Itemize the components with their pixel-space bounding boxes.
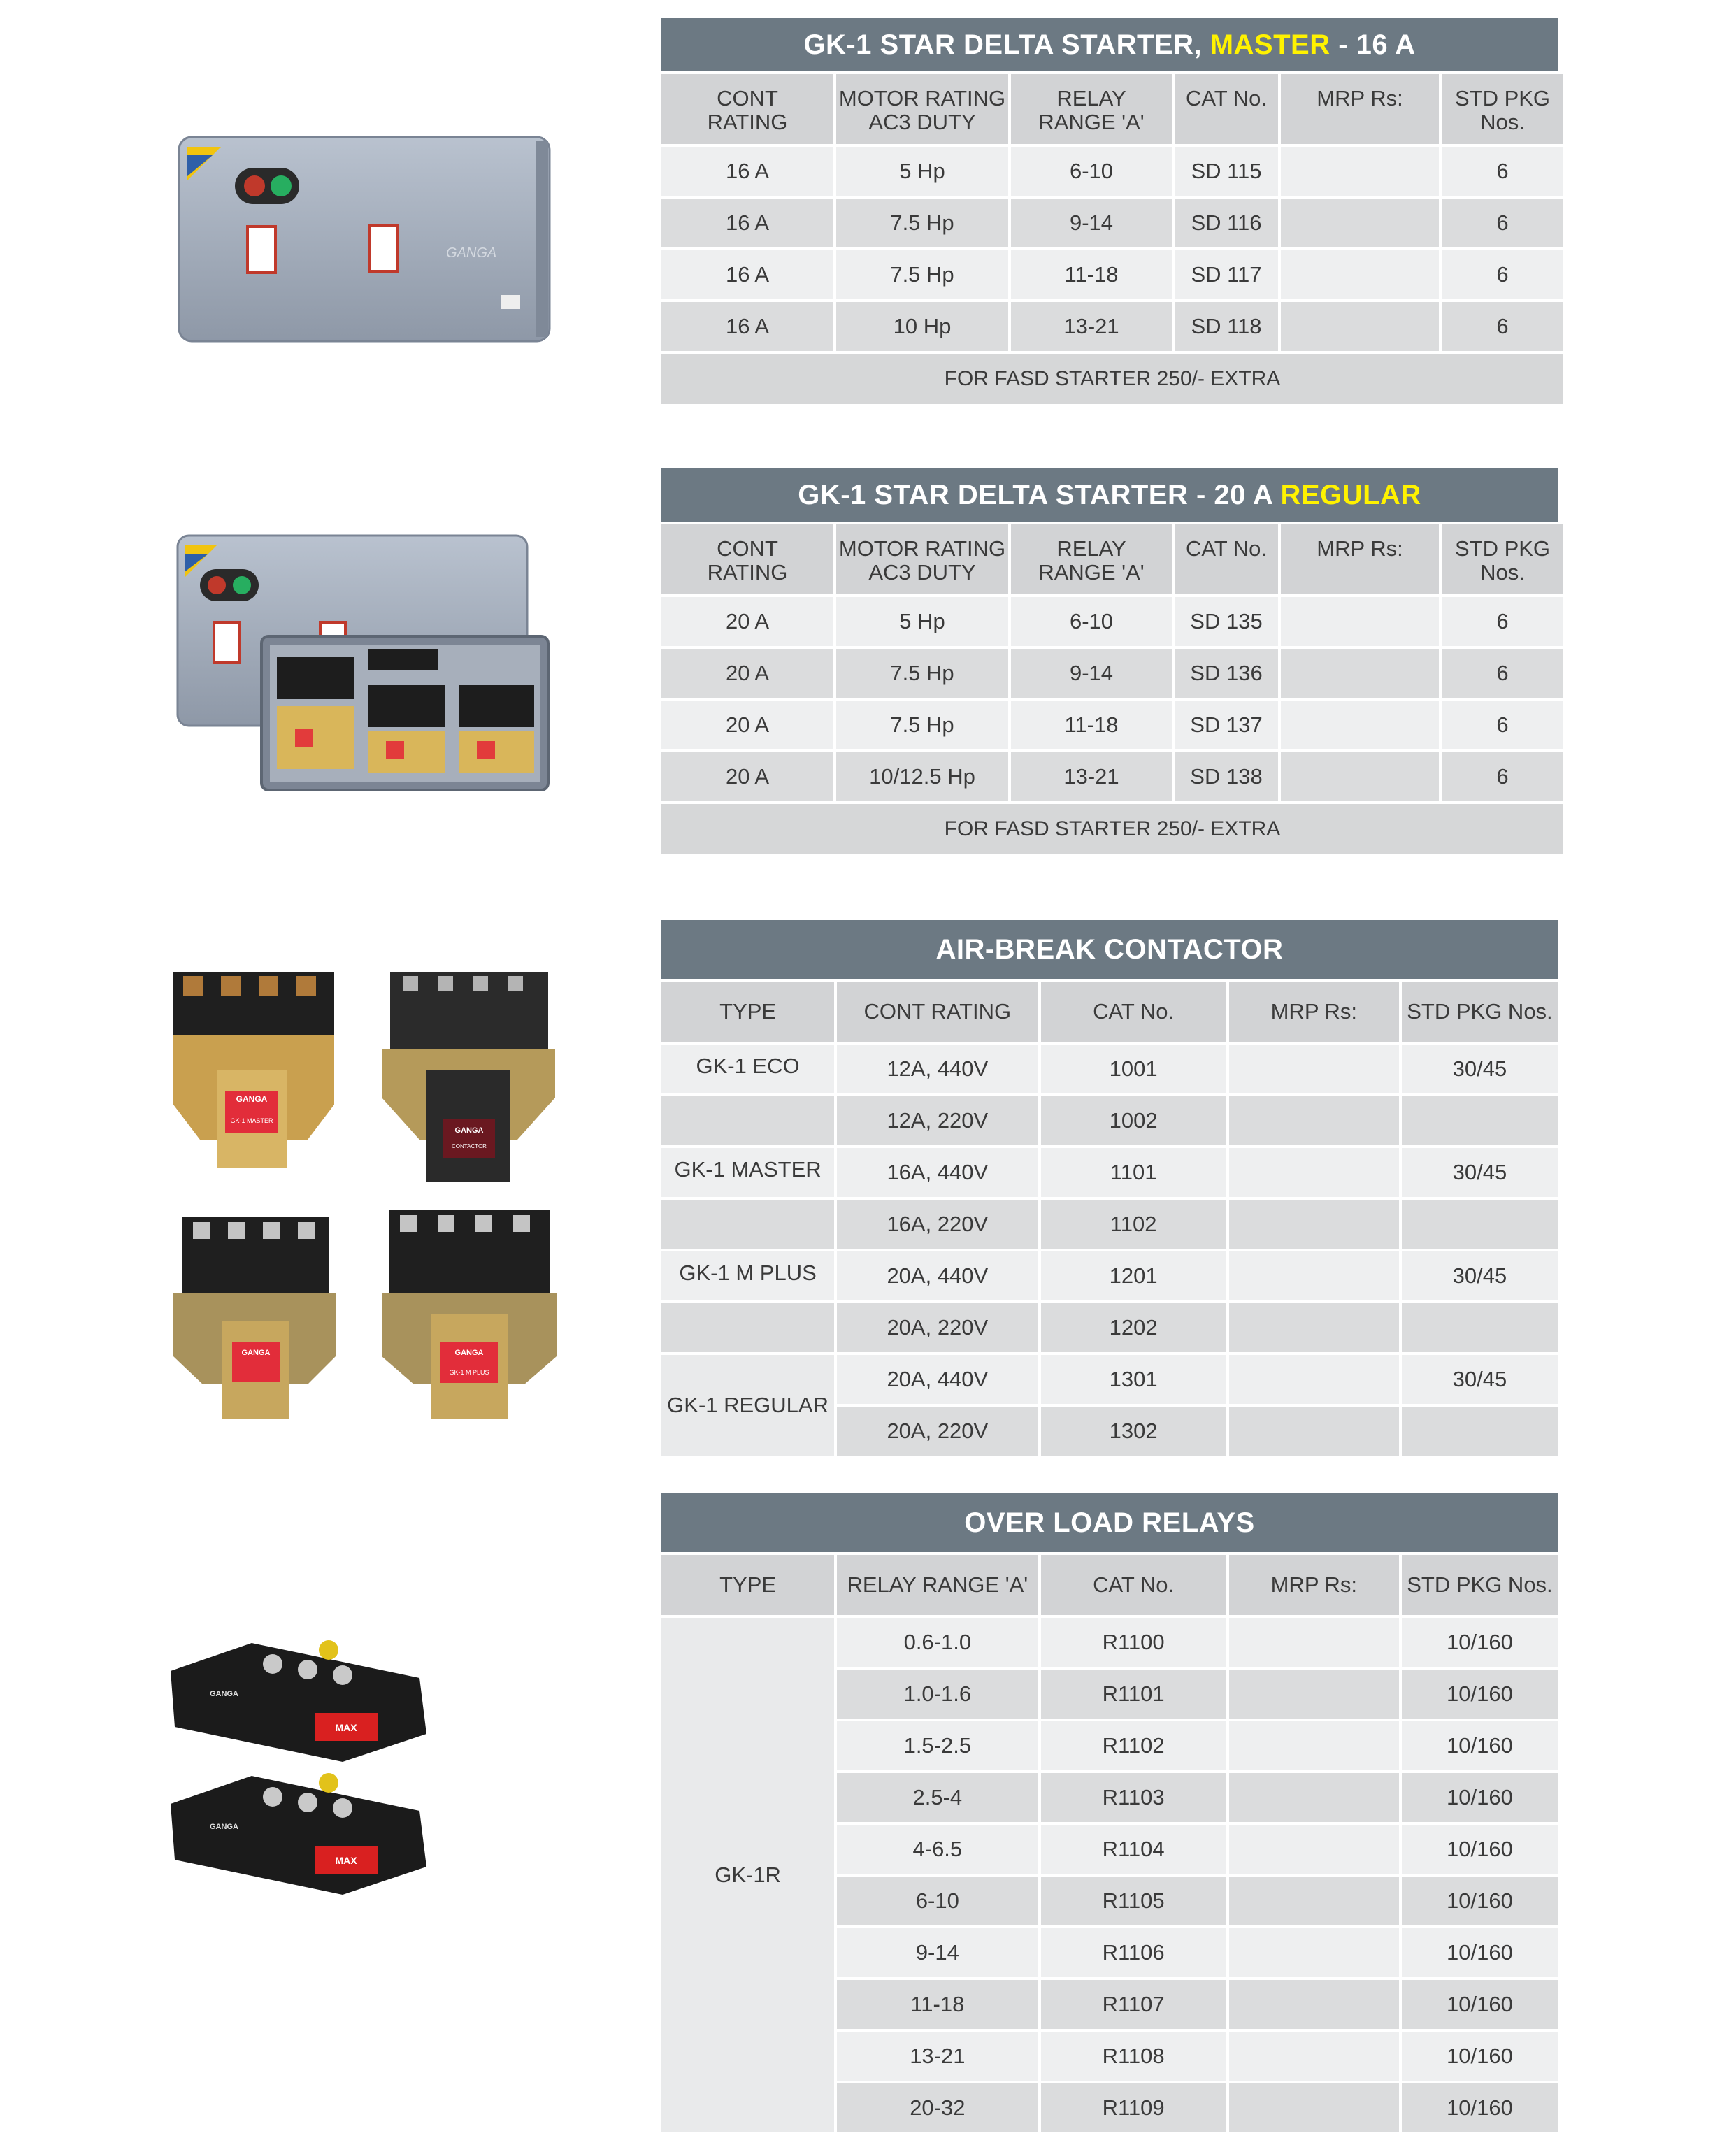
cell: [1229, 1407, 1399, 1456]
cell: 1002: [1041, 1096, 1226, 1145]
relay-2-brand: MAX: [335, 1855, 357, 1866]
air-break-contactor-section: [661, 920, 1558, 1458]
cell: 5 Hp: [836, 597, 1008, 646]
cell: 10/160: [1402, 1928, 1558, 1977]
cell: R1106: [1041, 1928, 1226, 1977]
star-delta-16a-table: [659, 71, 1566, 407]
cell: [1229, 1148, 1399, 1197]
contactor-2-brand: GANGA: [454, 1126, 484, 1135]
column-header: STD PKG Nos.: [1442, 74, 1563, 144]
contactor-4-brand: GANGA: [454, 1349, 484, 1357]
cell: R1108: [1041, 2032, 1226, 2081]
cell: 30/45: [1402, 1148, 1558, 1197]
column-header: CAT No.: [1175, 524, 1278, 594]
cell: [1229, 1303, 1399, 1352]
cell: 30/45: [1402, 1251, 1558, 1300]
contactor-images: [168, 965, 566, 1426]
cell: 1201: [1041, 1251, 1226, 1300]
cell: 30/45: [1402, 1355, 1558, 1404]
type-cell: GK-1 MASTER: [661, 1148, 834, 1197]
cell: 13-21: [1011, 302, 1172, 351]
cell: 13-21: [1011, 752, 1172, 801]
cell: 11-18: [837, 1980, 1038, 2029]
table-row: [661, 1251, 1558, 1300]
column-header: TYPE: [661, 1555, 834, 1615]
cell: 1001: [1041, 1045, 1226, 1093]
cell: 9-14: [1011, 199, 1172, 248]
cell: 6: [1442, 752, 1563, 801]
cell: 16 A: [661, 302, 833, 351]
cell: 10/160: [1402, 1877, 1558, 1925]
table-row: [661, 147, 1563, 196]
column-header: MRP Rs:: [1281, 74, 1439, 144]
cell: R1102: [1041, 1721, 1226, 1770]
cell: 10 Hp: [836, 302, 1008, 351]
cell: 6-10: [1011, 147, 1172, 196]
cell: 10/160: [1402, 1773, 1558, 1822]
relay-1: [171, 1640, 426, 1762]
table-row: [661, 250, 1563, 299]
type-cell: GK-1 REGULAR: [661, 1355, 834, 1456]
cell: 6: [1442, 147, 1563, 196]
cell: 1.0-1.6: [837, 1670, 1038, 1719]
table-footer-note: FOR FASD STARTER 250/- EXTRA: [661, 804, 1563, 854]
cell: 20-32: [837, 2083, 1038, 2132]
cell: [1402, 1096, 1558, 1145]
cell: 12A, 220V: [837, 1096, 1038, 1145]
cell: 1.5-2.5: [837, 1721, 1038, 1770]
table-row: [661, 199, 1563, 248]
cell: 11-18: [1011, 250, 1172, 299]
cell: [1281, 649, 1439, 698]
table-row: [661, 1200, 1558, 1249]
table-row: [661, 597, 1563, 646]
cell: 20 A: [661, 701, 833, 749]
cell: 6: [1442, 649, 1563, 698]
cell: [1229, 1251, 1399, 1300]
cell: R1101: [1041, 1670, 1226, 1719]
table-row: [661, 1355, 1558, 1404]
cell: 1301: [1041, 1355, 1226, 1404]
cell: [1229, 1877, 1399, 1925]
section-title: GK-1 STAR DELTA STARTER, MASTER - 16 A: [661, 18, 1558, 71]
relay-2-brand-side: GANGA: [210, 1823, 238, 1831]
cell: 1202: [1041, 1303, 1226, 1352]
type-cell: GK-1 ECO: [661, 1045, 834, 1093]
column-header: MOTOR RATING AC3 DUTY: [836, 524, 1008, 594]
cell: 10/160: [1402, 1980, 1558, 2029]
cell: 13-21: [837, 2032, 1038, 2081]
cell: SD 115: [1175, 147, 1278, 196]
type-cell: [661, 1096, 834, 1145]
cell: 10/160: [1402, 1618, 1558, 1667]
cell: [1281, 701, 1439, 749]
cell: 20A, 440V: [837, 1251, 1038, 1300]
contactor-2-name: CONTACTOR: [452, 1143, 487, 1149]
type-cell: GK-1R: [661, 1618, 834, 2132]
cell: [1229, 1670, 1399, 1719]
contactor-4-model: GK-1 M PLUS: [449, 1369, 489, 1376]
star-delta-16a-section: [661, 18, 1558, 407]
cell: [1281, 199, 1439, 248]
column-header: MRP Rs:: [1229, 982, 1399, 1042]
cell: 9-14: [837, 1928, 1038, 1977]
cell: 7.5 Hp: [836, 250, 1008, 299]
cell: [1229, 1825, 1399, 1874]
star-delta-20a-section: [661, 468, 1558, 857]
cell: 6: [1442, 250, 1563, 299]
cell: 6: [1442, 302, 1563, 351]
cell: 7.5 Hp: [836, 199, 1008, 248]
column-header: CAT No.: [1041, 1555, 1226, 1615]
cell: 12A, 440V: [837, 1045, 1038, 1093]
cell: 11-18: [1011, 701, 1172, 749]
table-row: [661, 1096, 1558, 1145]
type-cell: [661, 1200, 834, 1249]
table-row: [661, 1303, 1558, 1352]
cell: SD 117: [1175, 250, 1278, 299]
cell: R1100: [1041, 1618, 1226, 1667]
contactor-1-brand: GANGA: [236, 1094, 268, 1104]
section-title: AIR-BREAK CONTACTOR: [661, 920, 1558, 979]
type-cell: GK-1 M PLUS: [661, 1251, 834, 1300]
relay-2: [171, 1773, 426, 1895]
cell: 7.5 Hp: [836, 649, 1008, 698]
cell: 5 Hp: [836, 147, 1008, 196]
table-row: [661, 302, 1563, 351]
cell: 1302: [1041, 1407, 1226, 1456]
column-header: RELAY RANGE 'A': [837, 1555, 1038, 1615]
cell: 20A, 220V: [837, 1407, 1038, 1456]
overload-relay-images: [168, 1629, 433, 1909]
relay-1-brand-side: GANGA: [210, 1690, 238, 1698]
enclosure-brand-text: GANGA: [446, 245, 497, 261]
cell: 6: [1442, 701, 1563, 749]
cell: SD 118: [1175, 302, 1278, 351]
section-title: GK-1 STAR DELTA STARTER - 20 A REGULAR: [661, 468, 1558, 522]
cell: R1107: [1041, 1980, 1226, 2029]
overload-relays-section: [661, 1493, 1558, 2135]
table-row: [661, 1045, 1558, 1093]
cell: R1104: [1041, 1825, 1226, 1874]
cell: 2.5-4: [837, 1773, 1038, 1822]
contactor-2: [382, 972, 555, 1182]
cell: [1229, 1200, 1399, 1249]
contactor-1: [173, 972, 334, 1168]
cell: [1402, 1303, 1558, 1352]
cell: 1102: [1041, 1200, 1226, 1249]
cell: [1229, 1355, 1399, 1404]
table-row: [661, 701, 1563, 749]
cell: 20A, 220V: [837, 1303, 1038, 1352]
cell: 9-14: [1011, 649, 1172, 698]
table-row: [661, 1618, 1558, 1667]
cell: 10/160: [1402, 1721, 1558, 1770]
section-title: OVER LOAD RELAYS: [661, 1493, 1558, 1552]
table-footer-note: FOR FASD STARTER 250/- EXTRA: [661, 354, 1563, 404]
cell: SD 137: [1175, 701, 1278, 749]
cell: 20A, 440V: [837, 1355, 1038, 1404]
cell: [1229, 1980, 1399, 2029]
cell: [1281, 302, 1439, 351]
column-header: STD PKG Nos.: [1402, 1555, 1558, 1615]
cell: SD 135: [1175, 597, 1278, 646]
contactor-4: [382, 1210, 557, 1419]
column-header: RELAY RANGE 'A': [1011, 524, 1172, 594]
cell: 16A, 220V: [837, 1200, 1038, 1249]
cell: 10/160: [1402, 1825, 1558, 1874]
cell: 16 A: [661, 250, 833, 299]
cell: 6-10: [1011, 597, 1172, 646]
column-header: CONT RATING: [661, 74, 833, 144]
cell: 16 A: [661, 199, 833, 248]
cell: 4-6.5: [837, 1825, 1038, 1874]
cell: [1229, 2083, 1399, 2132]
table-row: [661, 1148, 1558, 1197]
cell: 16A, 440V: [837, 1148, 1038, 1197]
cell: SD 138: [1175, 752, 1278, 801]
cell: [1229, 1773, 1399, 1822]
cell: R1105: [1041, 1877, 1226, 1925]
cell: [1281, 250, 1439, 299]
table-row: [661, 649, 1563, 698]
star-delta-starter-16a-image: [172, 127, 557, 351]
cell: 20 A: [661, 752, 833, 801]
column-header: MRP Rs:: [1281, 524, 1439, 594]
cell: SD 136: [1175, 649, 1278, 698]
cell: 6: [1442, 199, 1563, 248]
cell: 10/160: [1402, 2032, 1558, 2081]
cell: 10/160: [1402, 1670, 1558, 1719]
air-break-contactor-table: [659, 979, 1561, 1458]
contactor-3-brand: GANGA: [241, 1349, 271, 1357]
cell: 6-10: [837, 1877, 1038, 1925]
column-header: MRP Rs:: [1229, 1555, 1399, 1615]
cell: 10/12.5 Hp: [836, 752, 1008, 801]
star-delta-20a-table: [659, 522, 1566, 857]
cell: 6: [1442, 597, 1563, 646]
cell: 0.6-1.0: [837, 1618, 1038, 1667]
cell: 16 A: [661, 147, 833, 196]
cell: [1281, 752, 1439, 801]
cell: [1402, 1200, 1558, 1249]
contactor-3: [173, 1217, 336, 1419]
cell: SD 116: [1175, 199, 1278, 248]
contactor-1-model: GK-1 MASTER: [230, 1117, 273, 1124]
cell: [1229, 2032, 1399, 2081]
cell: R1109: [1041, 2083, 1226, 2132]
type-cell: [661, 1303, 834, 1352]
column-header: CAT No.: [1175, 74, 1278, 144]
relay-1-brand: MAX: [335, 1722, 357, 1733]
cell: 20 A: [661, 649, 833, 698]
column-header: CONT RATING: [661, 524, 833, 594]
cell: 30/45: [1402, 1045, 1558, 1093]
column-header: CAT No.: [1041, 982, 1226, 1042]
cell: [1229, 1928, 1399, 1977]
cell: [1281, 147, 1439, 196]
cell: [1229, 1045, 1399, 1093]
cell: [1229, 1618, 1399, 1667]
cell: 10/160: [1402, 2083, 1558, 2132]
column-header: TYPE: [661, 982, 834, 1042]
cell: 7.5 Hp: [836, 701, 1008, 749]
column-header: STD PKG Nos.: [1442, 524, 1563, 594]
cell: [1229, 1721, 1399, 1770]
cell: R1103: [1041, 1773, 1226, 1822]
overload-relays-table: [659, 1552, 1561, 2135]
star-delta-starter-20a-image: [172, 531, 557, 797]
column-header: STD PKG Nos.: [1402, 982, 1558, 1042]
cell: [1402, 1407, 1558, 1456]
cell: 1101: [1041, 1148, 1226, 1197]
cell: [1229, 1096, 1399, 1145]
cell: [1281, 597, 1439, 646]
column-header: RELAY RANGE 'A': [1011, 74, 1172, 144]
column-header: CONT RATING: [837, 982, 1038, 1042]
cell: 20 A: [661, 597, 833, 646]
table-row: [661, 752, 1563, 801]
column-header: MOTOR RATING AC3 DUTY: [836, 74, 1008, 144]
